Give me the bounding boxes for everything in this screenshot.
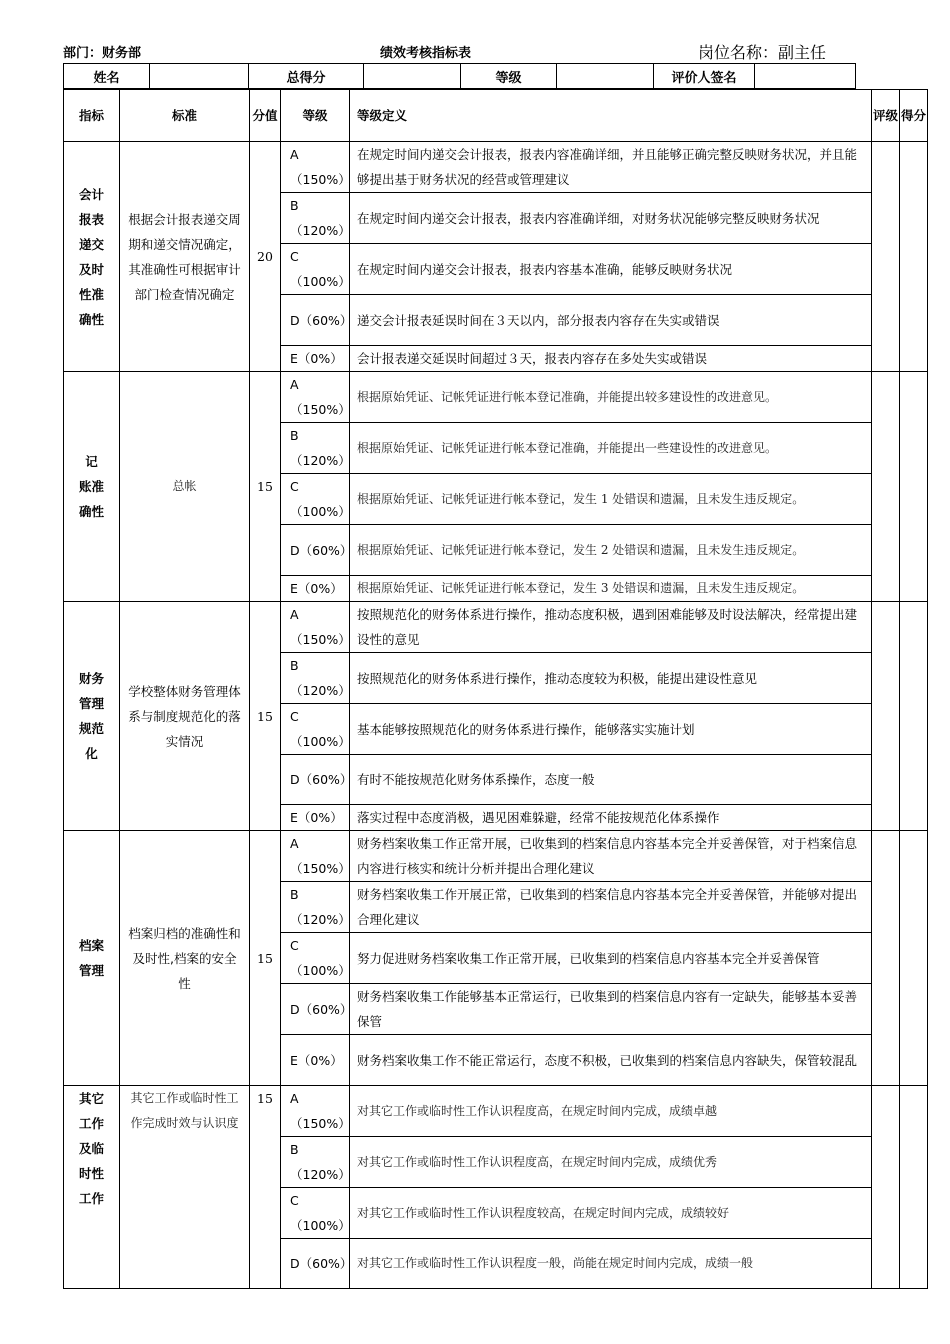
level-cell: B（120%） (281, 882, 350, 933)
indicator-cell: 财务管理规范化 (64, 602, 120, 831)
level-cell: B（120%） (281, 193, 350, 244)
level-definition-cell: 根据原始凭证、记帐凭证进行帐本登记，发生 2 处错误和遗漏，且未发生违反规定。 (350, 525, 872, 576)
level-definition-cell: 对其它工作或临时性工作认识程度较高，在规定时间内完成，成绩较好 (350, 1188, 872, 1239)
score-cell: 15 (250, 372, 281, 602)
score-cell: 20 (250, 142, 281, 372)
level-cell: B（120%） (281, 653, 350, 704)
level-cell: C（100%） (281, 704, 350, 755)
grade-field[interactable] (557, 64, 654, 89)
grade-label: 等级 (461, 64, 557, 89)
level-row (64, 142, 928, 193)
level-definition-cell: 在规定时间内递交会计报表，报表内容准确详细，对财务状况能够完整反映财务状况 (350, 193, 872, 244)
points-input-cell[interactable] (900, 831, 928, 1086)
level-cell: E（0%） (281, 346, 350, 372)
level-row (64, 1086, 928, 1137)
level-cell: A（150%） (281, 1086, 350, 1137)
level-cell: C（100%） (281, 244, 350, 295)
level-cell: E（0%） (281, 576, 350, 602)
level-cell: D（60%） (281, 984, 350, 1035)
col-header-rating: 评级 (872, 90, 900, 142)
level-definition-cell: 在规定时间内递交会计报表，报表内容基本准确，能够反映财务状况 (350, 244, 872, 295)
level-cell: D（60%） (281, 295, 350, 346)
level-definition-cell: 根据原始凭证、记帐凭证进行帐本登记，发生 3 处错误和遗漏，且未发生违反规定。 (350, 576, 872, 602)
standard-cell: 总帐 (120, 372, 250, 602)
standard-cell: 其它工作或临时性工作完成时效与认识度 (120, 1086, 250, 1289)
standard-cell: 学校整体财务管理体系与制度规范化的落实情况 (120, 602, 250, 831)
level-definition-cell: 对其它工作或临时性工作认识程度高，在规定时间内完成，成绩卓越 (350, 1086, 872, 1137)
level-cell: C（100%） (281, 474, 350, 525)
rating-input-cell[interactable] (872, 831, 900, 1086)
signer-label: 评价人签名 (654, 64, 755, 89)
indicator-cell: 其它工作及临时性工作 (64, 1086, 120, 1289)
department-label: 部门：财务部 (63, 46, 142, 61)
level-cell: B（120%） (281, 1137, 350, 1188)
level-cell: A（150%） (281, 372, 350, 423)
level-cell: A（150%） (281, 831, 350, 882)
points-input-cell[interactable] (900, 372, 928, 602)
level-definition-cell: 落实过程中态度消极，遇见困难躲避，经常不能按规范化体系操作 (350, 805, 872, 831)
col-header-standard: 标准 (120, 90, 250, 142)
indicator-cell: 档案管理 (64, 831, 120, 1086)
rating-input-cell[interactable] (872, 1086, 900, 1289)
level-definition-cell: 按照规范化的财务体系进行操作，推动态度积极，遇到困难能够及时设法解决，经常提出建设性的意见 (350, 602, 872, 653)
level-definition-cell: 在规定时间内递交会计报表，报表内容准确详细，并且能够正确完整反映财务状况，并且能够提出基于财务状况的经营或管理建议 (350, 142, 872, 193)
score-cell: 15 (250, 831, 281, 1086)
name-field[interactable] (150, 64, 249, 89)
score-cell: 15 (250, 1086, 281, 1289)
standard-cell: 根据会计报表递交周期和递交情况确定，其准确性可根据审计部门检查情况确定 (120, 142, 250, 372)
level-cell: D（60%） (281, 1239, 350, 1289)
level-definition-cell: 财务档案收集工作正常开展，已收集到的档案信息内容基本完全并妥善保管，对于档案信息内容进行核实和统计分析并提出合理化建议 (350, 831, 872, 882)
rating-input-cell[interactable] (872, 372, 900, 602)
level-definition-cell: 财务档案收集工作开展正常，已收集到的档案信息内容基本完全并妥善保管，并能够对提出合理化建议 (350, 882, 872, 933)
indicator-cell: 会计报表递交及时性准确性 (64, 142, 120, 372)
points-input-cell[interactable] (900, 142, 928, 372)
rating-input-cell[interactable] (872, 142, 900, 372)
standard-cell: 档案归档的准确性和及时性,档案的安全性 (120, 831, 250, 1086)
level-definition-cell: 递交会计报表延误时间在３天以内，部分报表内容存在失实或错误 (350, 295, 872, 346)
level-definition-cell: 按照规范化的财务体系进行操作，推动态度较为积极，能提出建设性意见 (350, 653, 872, 704)
level-definition-cell: 努力促进财务档案收集工作正常开展，已收集到的档案信息内容基本完全并妥善保管 (350, 933, 872, 984)
total-score-label: 总得分 (249, 64, 364, 89)
level-definition-cell: 对其它工作或临时性工作认识程度高，在规定时间内完成，成绩优秀 (350, 1137, 872, 1188)
indicator-cell: 记 账准 确性 (64, 372, 120, 602)
level-definition-cell: 对其它工作或临时性工作认识程度一般，尚能在规定时间内完成，成绩一般 (350, 1239, 872, 1289)
level-definition-cell: 财务档案收集工作能够基本正常运行，已收集到的档案信息内容有一定缺失，能够基本妥善保管 (350, 984, 872, 1035)
points-input-cell[interactable] (900, 602, 928, 831)
name-label: 姓名 (64, 64, 150, 89)
col-header-points: 得分 (900, 90, 928, 142)
col-header-definition: 等级定义 (350, 90, 872, 142)
points-input-cell[interactable] (900, 1086, 928, 1289)
level-definition-cell: 根据原始凭证、记帐凭证进行帐本登记准确，并能提出较多建设性的改进意见。 (350, 372, 872, 423)
performance-table (63, 89, 928, 1289)
col-header-score: 分值 (250, 90, 281, 142)
position-label: 岗位名称：副主任 (698, 43, 827, 62)
col-header-level: 等级 (281, 90, 350, 142)
level-definition-cell: 基本能够按照规范化的财务体系进行操作，能够落实实施计划 (350, 704, 872, 755)
total-score-field[interactable] (364, 64, 461, 89)
level-definition-cell: 根据原始凭证、记帐凭证进行帐本登记，发生 1 处错误和遗漏，且未发生违反规定。 (350, 474, 872, 525)
level-row (64, 372, 928, 423)
level-cell: C（100%） (281, 933, 350, 984)
col-header-indicator: 指标 (64, 90, 120, 142)
level-cell: E（0%） (281, 805, 350, 831)
level-cell: A（150%） (281, 602, 350, 653)
level-definition-cell: 财务档案收集工作不能正常运行，态度不积极，已收集到的档案信息内容缺失，保管较混乱 (350, 1035, 872, 1086)
level-cell: A（150%） (281, 142, 350, 193)
level-definition-cell: 会计报表递交延误时间超过３天，报表内容存在多处失实或错误 (350, 346, 872, 372)
level-cell: D（60%） (281, 755, 350, 805)
form-title: 绩效考核指标表 (380, 46, 472, 61)
level-row (64, 831, 928, 882)
rating-input-cell[interactable] (872, 602, 900, 831)
level-cell: D（60%） (281, 525, 350, 576)
signer-field[interactable] (755, 64, 856, 89)
level-cell: B（120%） (281, 423, 350, 474)
level-cell: E（0%） (281, 1035, 350, 1086)
info-table (63, 63, 856, 89)
level-cell: C（100%） (281, 1188, 350, 1239)
level-definition-cell: 有时不能按规范化财务体系操作，态度一般 (350, 755, 872, 805)
level-row (64, 602, 928, 653)
level-definition-cell: 根据原始凭证、记帐凭证进行帐本登记准确，并能提出一些建设性的改进意见。 (350, 423, 872, 474)
score-cell: 15 (250, 602, 281, 831)
